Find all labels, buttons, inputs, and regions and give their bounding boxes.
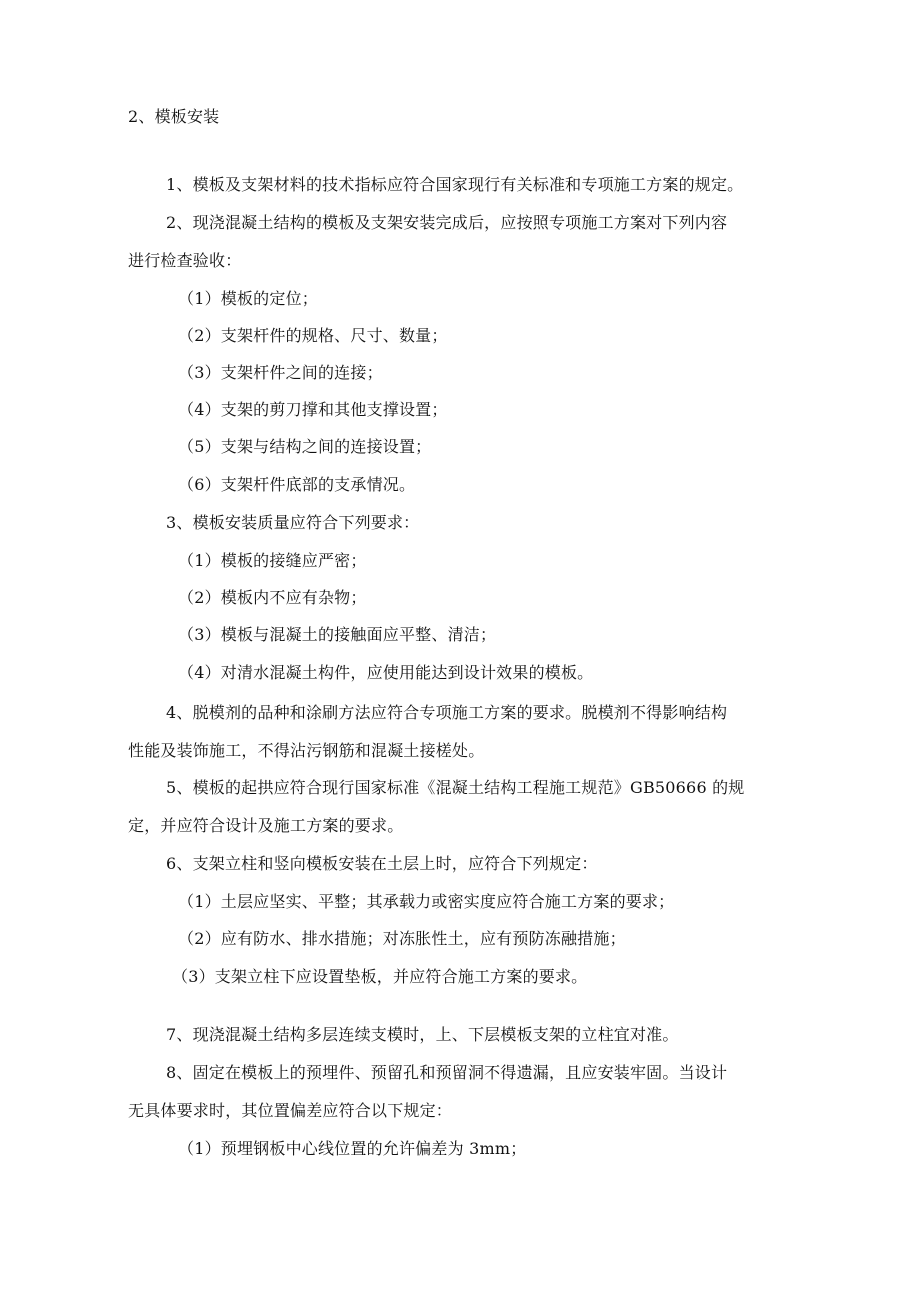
list-item-6-1: （1）土层应坚实、平整；其承载力或密实度应符合施工方案的要求； (178, 892, 675, 911)
paragraph-6: 6、支架立柱和竖向模板安装在土层上时，应符合下列规定： (166, 854, 598, 873)
paragraph-4-line-2: 性能及装饰施工，不得沾污钢筋和混凝土接槎处。 (128, 741, 485, 760)
list-item-8-1: （1）预埋钢板中心线位置的允许偏差为 3mm； (178, 1139, 527, 1158)
paragraph-7: 7、现浇混凝土结构多层连续支模时，上、下层模板支架的立柱宜对准。 (166, 1025, 679, 1044)
paragraph-2-line-2: 进行检查验收： (128, 251, 242, 270)
paragraph-8-line-1: 8、固定在模板上的预埋件、预留孔和预留洞不得遗漏，且应安装牢固。当设计 (166, 1063, 728, 1082)
list-item-2-5: （5）支架与结构之间的连接设置； (178, 437, 432, 456)
paragraph-4-line-1: 4、脱模剂的品种和涂刷方法应符合专项施工方案的要求。脱模剂不得影响结构 (166, 703, 728, 722)
list-item-2-2: （2）支架杆件的规格、尺寸、数量； (178, 326, 448, 345)
list-item-6-3: （3）支架立柱下应设置垫板，并应符合施工方案的要求。 (172, 967, 588, 986)
list-item-6-2: （2）应有防水、排水措施；对冻胀性土，应有预防冻融措施； (178, 929, 626, 948)
list-item-2-4: （4）支架的剪刀撑和其他支撑设置； (178, 400, 448, 419)
list-item-2-6: （6）支架杆件底部的支承情况。 (178, 475, 416, 494)
section-heading: 2、模板安装 (128, 107, 220, 126)
paragraph-5-line-1: 5、模板的起拱应符合现行国家标准《混凝土结构工程施工规范》GB50666 的规 (166, 778, 745, 797)
paragraph-8-line-2: 无具体要求时，其位置偏差应符合以下规定： (128, 1101, 453, 1120)
list-item-3-3: （3）模板与混凝土的接触面应平整、清洁； (178, 625, 497, 644)
paragraph-2-line-1: 2、现浇混凝土结构的模板及支架安装完成后，应按照专项施工方案对下列内容 (166, 213, 728, 232)
paragraph-3: 3、模板安装质量应符合下列要求： (166, 513, 420, 532)
paragraph-1: 1、模板及支架材料的技术指标应符合国家现行有关标准和专项施工方案的规定。 (166, 175, 744, 194)
list-item-3-2: （2）模板内不应有杂物； (178, 588, 367, 607)
list-item-2-3: （3）支架杆件之间的连接； (178, 363, 383, 382)
list-item-3-4: （4）对清水混凝土构件，应使用能达到设计效果的模板。 (178, 663, 594, 682)
list-item-3-1: （1）模板的接缝应严密； (178, 551, 367, 570)
list-item-2-1: （1）模板的定位； (178, 289, 318, 308)
paragraph-5-line-2: 定，并应符合设计及施工方案的要求。 (128, 816, 404, 835)
